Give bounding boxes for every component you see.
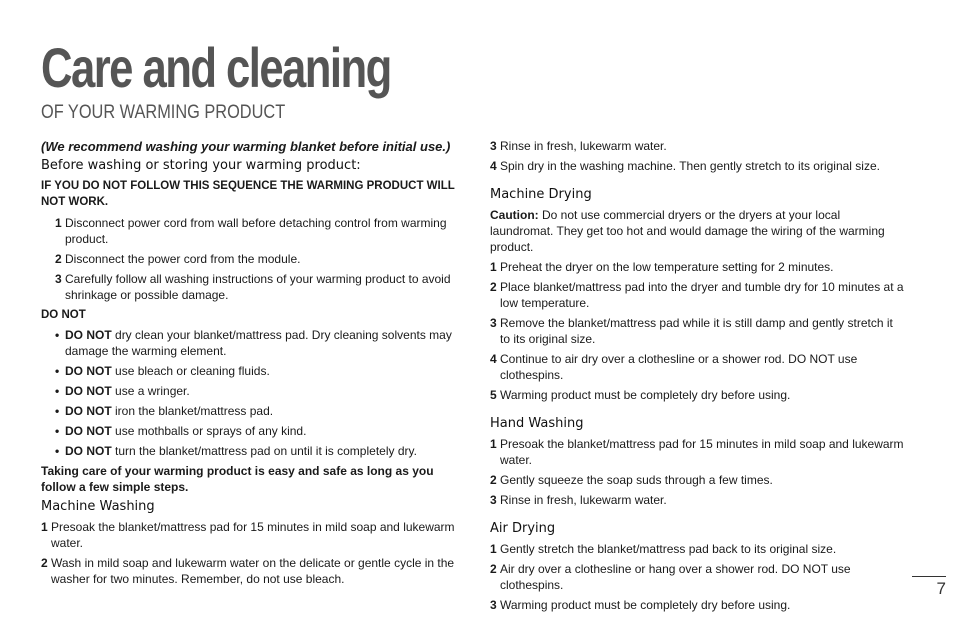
machine-drying-steps [490, 259, 906, 403]
page-title: Care and cleaning [41, 36, 391, 99]
closing-statement: Taking care of your warming product is easy and safe as long as you follow a few simple steps. [41, 464, 434, 494]
page-subtitle: OF YOUR WARMING PRODUCT [41, 102, 286, 123]
list-item: 1 Preheat the dryer on the low temperature setting for 2 minutes. [490, 260, 834, 274]
list-item: 3 Rinse in fresh, lukewarm water. [490, 139, 667, 153]
list-item: • DO NOT use bleach or cleaning fluids. [55, 364, 270, 378]
air-drying-heading: Air Drying [490, 521, 556, 536]
list-item: 2 Wash in mild soap and lukewarm water on the delicate or gentle cycle in the washer for two minutes. Remember, do not use bleach. [41, 556, 455, 586]
caution-note: Caution: Do not use commercial dryers or the dryers at your local laundromat. They get too hot and would damage the wiring of the warming product. [490, 208, 885, 254]
list-item: 3 Remove the blanket/mattress pad while it is still damp and gently stretch it to its original size. [490, 316, 893, 346]
page-number: 7 [912, 576, 946, 599]
do-not-list [41, 327, 463, 459]
list-item: 4 Continue to air dry over a clothesline or a shower rod. DO NOT use clothespins. [490, 352, 858, 382]
hand-washing-heading: Hand Washing [490, 416, 584, 431]
list-item: 4 Spin dry in the washing machine. Then gently stretch to its original size. [490, 159, 880, 173]
list-item: • DO NOT dry clean your blanket/mattress pad. Dry cleaning solvents may damage the warming element. [55, 328, 452, 358]
machine-washing-continued [490, 138, 906, 174]
list-item: 1 Gently stretch the blanket/mattress pad back to its original size. [490, 542, 837, 556]
air-drying-steps [490, 541, 906, 613]
list-item: 3 Warming product must be completely dry before using. [490, 598, 791, 612]
list-item: 5 Warming product must be completely dry before using. [490, 388, 791, 402]
list-item: 2 Disconnect the power cord from the module. [55, 252, 301, 266]
list-item: 2 Gently squeeze the soap suds through a few times. [490, 473, 773, 487]
machine-drying-heading: Machine Drying [490, 187, 592, 202]
list-item: • DO NOT turn the blanket/mattress pad on until it is completely dry. [55, 444, 417, 458]
list-item: 1 Presoak the blanket/mattress pad for 15 minutes in mild soap and lukewarm water. [490, 437, 904, 467]
list-item: 2 Place blanket/mattress pad into the dryer and tumble dry for 10 minutes at a low temperature. [490, 280, 904, 310]
list-item: • DO NOT use a wringer. [55, 384, 190, 398]
list-item: 1 Presoak the blanket/mattress pad for 15 minutes in mild soap and lukewarm water. [41, 520, 455, 550]
do-not-label: DO NOT [41, 309, 86, 321]
machine-washing-steps [41, 519, 463, 587]
left-column [41, 138, 463, 591]
list-item: • DO NOT use mothballs or sprays of any kind. [55, 424, 307, 438]
recommendation-note: (We recommend washing your warming blanket before initial use.) [41, 139, 451, 154]
list-item: • DO NOT iron the blanket/mattress pad. [55, 404, 274, 418]
list-item: 2 Air dry over a clothesline or hang over a shower rod. DO NOT use clothespins. [490, 562, 851, 592]
machine-washing-heading: Machine Washing [41, 499, 155, 514]
sequence-warning: IF YOU DO NOT FOLLOW THIS SEQUENCE THE WARMING PRODUCT WILL NOT WORK. [41, 180, 455, 208]
list-item: 3 Carefully follow all washing instructions of your warming product to avoid shrinkage or possible damage. [55, 272, 451, 302]
right-column [490, 138, 906, 617]
before-washing-heading: Before washing or storing your warming product: [41, 158, 361, 173]
list-item: 3 Rinse in fresh, lukewarm water. [490, 493, 667, 507]
hand-washing-steps [490, 436, 906, 508]
list-item: 1 Disconnect power cord from wall before detaching control from warming product. [55, 216, 447, 246]
preparation-steps [41, 215, 463, 303]
